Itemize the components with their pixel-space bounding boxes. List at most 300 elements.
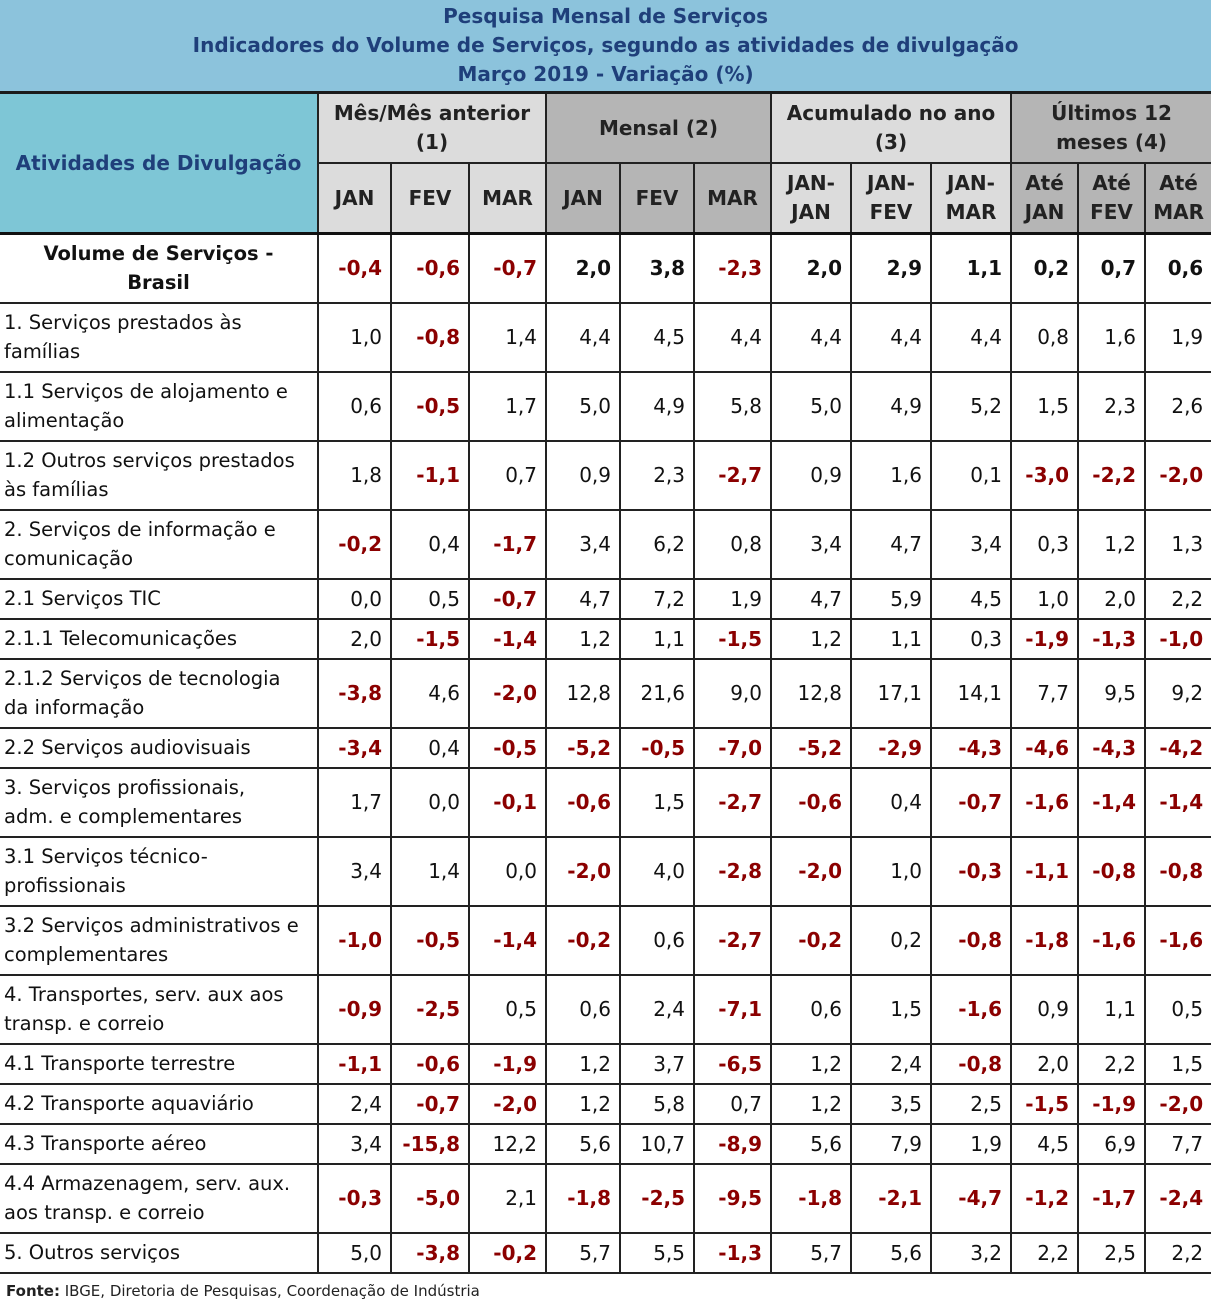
activity-label	[0, 837, 318, 906]
group-header-line: (1)	[415, 130, 449, 154]
table-row	[0, 1044, 1211, 1084]
value-cell: -2,9	[851, 728, 931, 768]
value-cell: -1,6	[1078, 906, 1145, 975]
value-cell: 5,0	[771, 372, 851, 441]
value-cell: -0,1	[469, 768, 546, 837]
value-cell: -0,2	[469, 1233, 546, 1273]
value-cell: 1,0	[318, 303, 391, 372]
value-cell: -1,6	[931, 975, 1011, 1044]
value-cell: -2,1	[851, 1164, 931, 1233]
activity-label-line: 4.3 Transporte aéreo	[4, 1132, 207, 1155]
value-cell: -0,4	[318, 234, 391, 303]
value-cell: 1,2	[771, 619, 851, 659]
activity-label	[0, 1084, 318, 1124]
value-cell: 5,9	[851, 579, 931, 619]
activity-label-line: Volume de Serviços -	[43, 242, 274, 266]
table-row	[0, 906, 1211, 975]
value-cell: -0,5	[391, 906, 469, 975]
value-cell: -0,7	[469, 579, 546, 619]
subcolumn-header-line: MAR	[707, 185, 758, 210]
subcolumn-header-line: JAN	[1024, 200, 1065, 224]
value-cell: 3,7	[620, 1044, 694, 1084]
value-cell: -1,3	[694, 1233, 771, 1273]
value-cell: -1,7	[1078, 1164, 1145, 1233]
table-row	[0, 510, 1211, 579]
subcolumn-header-line: JAN-	[787, 171, 835, 195]
value-cell: 3,4	[931, 510, 1011, 579]
activity-label-line: 2.1 Serviços TIC	[4, 587, 161, 610]
activity-label	[0, 372, 318, 441]
activity-label-line: 2.1.1 Telecomunicações	[4, 627, 238, 650]
value-cell: -0,6	[546, 768, 620, 837]
value-cell: 7,9	[851, 1124, 931, 1164]
value-cell: 5,6	[546, 1124, 620, 1164]
value-cell: 1,1	[620, 619, 694, 659]
value-cell: 7,7	[1011, 659, 1078, 728]
value-cell: 4,5	[620, 303, 694, 372]
table-row	[0, 579, 1211, 619]
value-cell: 1,2	[546, 1084, 620, 1124]
value-cell: -5,2	[546, 728, 620, 768]
value-cell: 0,6	[318, 372, 391, 441]
value-cell: -1,6	[1145, 906, 1211, 975]
title-row	[0, 0, 1211, 93]
group-header-year-to-date	[771, 93, 1011, 164]
value-cell: -4,3	[931, 728, 1011, 768]
activity-label-line: 1. Serviços prestados às	[4, 311, 242, 334]
value-cell: 1,5	[1145, 1044, 1211, 1084]
value-cell: 1,0	[851, 837, 931, 906]
activity-label	[0, 234, 318, 303]
value-cell: -2,0	[1145, 441, 1211, 510]
value-cell: -1,7	[469, 510, 546, 579]
value-cell: 4,9	[620, 372, 694, 441]
value-cell: -15,8	[391, 1124, 469, 1164]
activity-label	[0, 619, 318, 659]
value-cell: 0,9	[1011, 975, 1078, 1044]
activity-label-line: famílias	[4, 340, 81, 363]
value-cell: 12,8	[546, 659, 620, 728]
value-cell: 5,0	[546, 372, 620, 441]
group-header-month-over-month	[318, 93, 546, 164]
table-row	[0, 619, 1211, 659]
value-cell: 4,4	[694, 303, 771, 372]
value-cell: -4,7	[931, 1164, 1011, 1233]
value-cell: -8,9	[694, 1124, 771, 1164]
value-cell: 2,2	[1078, 1044, 1145, 1084]
activity-label	[0, 1164, 318, 1233]
subcolumn-header-line: Até	[1025, 171, 1064, 195]
value-cell: -1,0	[318, 906, 391, 975]
value-cell: 0,3	[931, 619, 1011, 659]
activity-label	[0, 906, 318, 975]
activity-label-line: 4. Transportes, serv. aux aos	[4, 983, 284, 1006]
value-cell: 0,4	[851, 768, 931, 837]
value-cell: -1,5	[391, 619, 469, 659]
subcolumn-header	[851, 163, 931, 234]
activity-label	[0, 728, 318, 768]
table-row	[0, 303, 1211, 372]
table-row	[0, 768, 1211, 837]
activity-label-line: 2.1.2 Serviços de tecnologia	[4, 667, 281, 690]
source-text: IBGE, Diretoria de Pesquisas, Coordenação de Indústria	[59, 1281, 480, 1300]
value-cell: 14,1	[931, 659, 1011, 728]
value-cell: -3,0	[1011, 441, 1078, 510]
activity-label	[0, 659, 318, 728]
value-cell: 1,2	[771, 1084, 851, 1124]
value-cell: 0,5	[391, 579, 469, 619]
value-cell: 3,4	[546, 510, 620, 579]
value-cell: -1,6	[1011, 768, 1078, 837]
title-line-1: Pesquisa Mensal de Serviços	[443, 4, 769, 28]
activity-label	[0, 768, 318, 837]
value-cell: -0,7	[391, 1084, 469, 1124]
value-cell: -0,6	[391, 1044, 469, 1084]
subcolumn-header-line: JAN	[334, 185, 375, 210]
table-row	[0, 728, 1211, 768]
value-cell: 1,9	[694, 579, 771, 619]
value-cell: 4,0	[620, 837, 694, 906]
source-label: Fonte:	[6, 1281, 60, 1300]
source-note	[0, 1274, 1211, 1300]
activity-label-line: 1.2 Outros serviços prestados	[4, 449, 295, 472]
value-cell: -1,9	[1078, 1084, 1145, 1124]
value-cell: -2,4	[1145, 1164, 1211, 1233]
value-cell: -7,0	[694, 728, 771, 768]
value-cell: -2,5	[391, 975, 469, 1044]
value-cell: 2,5	[931, 1084, 1011, 1124]
subcolumn-header-line: Até	[1159, 171, 1198, 195]
value-cell: 21,6	[620, 659, 694, 728]
value-cell: 4,7	[771, 579, 851, 619]
value-cell: 3,5	[851, 1084, 931, 1124]
value-cell: -2,2	[1078, 441, 1145, 510]
value-cell: -4,3	[1078, 728, 1145, 768]
value-cell: 0,5	[1145, 975, 1211, 1044]
value-cell: 0,6	[620, 906, 694, 975]
value-cell: 0,0	[318, 579, 391, 619]
activity-label-line: 5. Outros serviços	[4, 1241, 180, 1264]
value-cell: 1,7	[469, 372, 546, 441]
value-cell: -2,7	[694, 768, 771, 837]
value-cell: 2,0	[1011, 1044, 1078, 1084]
activity-label	[0, 1233, 318, 1273]
activity-label	[0, 975, 318, 1044]
table-row	[0, 1164, 1211, 1233]
value-cell: 0,4	[391, 728, 469, 768]
activity-label-line: 3.2 Serviços administrativos e	[4, 914, 299, 937]
group-header-last-12-months	[1011, 93, 1211, 164]
table-row	[0, 1084, 1211, 1124]
value-cell: 0,4	[391, 510, 469, 579]
value-cell: 3,8	[620, 234, 694, 303]
value-cell: 1,6	[1078, 303, 1145, 372]
value-cell: 0,1	[931, 441, 1011, 510]
value-cell: 1,9	[1145, 303, 1211, 372]
table-row	[0, 1233, 1211, 1273]
group-header-line: Acumulado no ano	[786, 101, 996, 125]
value-cell: -5,0	[391, 1164, 469, 1233]
value-cell: 7,2	[620, 579, 694, 619]
value-cell: -1,9	[469, 1044, 546, 1084]
value-cell: 2,3	[1078, 372, 1145, 441]
value-cell: -7,1	[694, 975, 771, 1044]
subcolumn-header	[546, 163, 620, 234]
value-cell: 2,4	[851, 1044, 931, 1084]
table-row	[0, 372, 1211, 441]
value-cell: 9,5	[1078, 659, 1145, 728]
value-cell: 3,4	[318, 837, 391, 906]
value-cell: 1,9	[931, 1124, 1011, 1164]
value-cell: 0,0	[391, 768, 469, 837]
value-cell: 3,4	[318, 1124, 391, 1164]
value-cell: -1,1	[318, 1044, 391, 1084]
value-cell: -2,0	[1145, 1084, 1211, 1124]
value-cell: 0,7	[1078, 234, 1145, 303]
value-cell: 2,9	[851, 234, 931, 303]
table-row	[0, 975, 1211, 1044]
value-cell: 0,6	[1145, 234, 1211, 303]
value-cell: 1,2	[546, 1044, 620, 1084]
value-cell: -3,8	[391, 1233, 469, 1273]
subcolumn-header-line: MAR	[482, 185, 533, 210]
value-cell: -2,7	[694, 441, 771, 510]
value-cell: 3,2	[931, 1233, 1011, 1273]
value-cell: -1,4	[1145, 768, 1211, 837]
subcolumn-header-line: JAN	[791, 200, 831, 224]
value-cell: 0,2	[851, 906, 931, 975]
subcolumn-header	[1011, 163, 1078, 234]
subcolumn-header	[931, 163, 1011, 234]
value-cell: 5,7	[546, 1233, 620, 1273]
activity-label-line: 1.1 Serviços de alojamento e	[4, 380, 288, 403]
value-cell: 2,2	[1011, 1233, 1078, 1273]
value-cell: -1,1	[391, 441, 469, 510]
value-cell: 5,6	[851, 1233, 931, 1273]
activity-label-line: 4.4 Armazenagem, serv. aux.	[4, 1172, 291, 1195]
value-cell: 5,7	[771, 1233, 851, 1273]
table-row-total	[0, 234, 1211, 303]
value-cell: 5,2	[931, 372, 1011, 441]
value-cell: 2,4	[318, 1084, 391, 1124]
value-cell: -0,3	[318, 1164, 391, 1233]
value-cell: -1,4	[469, 619, 546, 659]
value-cell: 1,2	[1078, 510, 1145, 579]
value-cell: -0,8	[391, 303, 469, 372]
value-cell: 5,8	[694, 372, 771, 441]
value-cell: -9,5	[694, 1164, 771, 1233]
value-cell: 1,1	[931, 234, 1011, 303]
value-cell: -1,4	[469, 906, 546, 975]
value-cell: 1,1	[1078, 975, 1145, 1044]
subcolumn-header-line: MAR	[945, 200, 997, 224]
activity-label-line: 2. Serviços de informação e	[4, 518, 276, 541]
value-cell: 2,6	[1145, 372, 1211, 441]
value-cell: 5,8	[620, 1084, 694, 1124]
activity-label	[0, 1044, 318, 1084]
activity-label-line: adm. e complementares	[4, 805, 243, 828]
value-cell: -1,3	[1078, 619, 1145, 659]
value-cell: -0,7	[931, 768, 1011, 837]
value-cell: -2,7	[694, 906, 771, 975]
value-cell: 4,4	[546, 303, 620, 372]
subcolumn-header	[1145, 163, 1211, 234]
value-cell: 1,4	[469, 303, 546, 372]
activity-label-line: 4.1 Transporte terrestre	[4, 1052, 236, 1075]
value-cell: -0,2	[771, 906, 851, 975]
activity-label	[0, 1124, 318, 1164]
value-cell: 5,5	[620, 1233, 694, 1273]
value-cell: 0,3	[1011, 510, 1078, 579]
subcolumn-header-line: JAN-	[867, 171, 915, 195]
activities-header: Atividades de Divulgação	[0, 93, 318, 234]
value-cell: 12,2	[469, 1124, 546, 1164]
value-cell: -1,8	[1011, 906, 1078, 975]
group-header-line: Últimos 12	[1051, 101, 1172, 125]
value-cell: -2,0	[771, 837, 851, 906]
subcolumn-header	[318, 163, 391, 234]
value-cell: 1,6	[851, 441, 931, 510]
value-cell: 4,5	[931, 579, 1011, 619]
value-cell: 1,8	[318, 441, 391, 510]
group-header-line: meses (4)	[1056, 130, 1168, 154]
value-cell: -0,5	[469, 728, 546, 768]
value-cell: -0,5	[620, 728, 694, 768]
value-cell: 0,7	[469, 441, 546, 510]
value-cell: 5,0	[318, 1233, 391, 1273]
activity-label-line: alimentação	[4, 409, 125, 432]
value-cell: 1,5	[620, 768, 694, 837]
value-cell: 2,4	[620, 975, 694, 1044]
value-cell: 0,7	[694, 1084, 771, 1124]
value-cell: -1,9	[1011, 619, 1078, 659]
value-cell: 0,8	[1011, 303, 1078, 372]
value-cell: 1,3	[1145, 510, 1211, 579]
value-cell: 10,7	[620, 1124, 694, 1164]
value-cell: -6,5	[694, 1044, 771, 1084]
value-cell: -1,8	[771, 1164, 851, 1233]
value-cell: -0,3	[931, 837, 1011, 906]
subcolumn-header-line: FEV	[1090, 200, 1133, 224]
table-body	[0, 234, 1211, 1273]
value-cell: 5,6	[771, 1124, 851, 1164]
subcolumn-header	[620, 163, 694, 234]
subcolumn-header-line: FEV	[408, 185, 452, 210]
value-cell: 0,6	[546, 975, 620, 1044]
subcolumn-header	[391, 163, 469, 234]
value-cell: 17,1	[851, 659, 931, 728]
value-cell: -2,0	[469, 659, 546, 728]
value-cell: 1,5	[851, 975, 931, 1044]
value-cell: -3,4	[318, 728, 391, 768]
activity-label-line: 3. Serviços profissionais,	[4, 776, 246, 799]
value-cell: 3,4	[771, 510, 851, 579]
value-cell: -0,7	[469, 234, 546, 303]
group-header-monthly	[546, 93, 771, 164]
value-cell: 0,6	[771, 975, 851, 1044]
activity-label-line: 2.2 Serviços audiovisuais	[4, 736, 251, 759]
value-cell: 0,9	[546, 441, 620, 510]
activity-label-line: aos transp. e correio	[4, 1201, 205, 1224]
subcolumn-header-line: FEV	[869, 200, 913, 224]
table-row	[0, 659, 1211, 728]
value-cell: -0,5	[391, 372, 469, 441]
value-cell: -0,9	[318, 975, 391, 1044]
value-cell: -0,6	[391, 234, 469, 303]
subcolumn-header	[469, 163, 546, 234]
title-line-3: Março 2019 - Variação (%)	[457, 62, 754, 86]
value-cell: -1,0	[1145, 619, 1211, 659]
value-cell: 0,2	[1011, 234, 1078, 303]
activity-label-line: profissionais	[4, 874, 126, 897]
subcolumn-header-line: JAN-	[947, 171, 995, 195]
value-cell: -0,2	[546, 906, 620, 975]
value-cell: -1,5	[1011, 1084, 1078, 1124]
value-cell: 1,5	[1011, 372, 1078, 441]
value-cell: -1,1	[1011, 837, 1078, 906]
value-cell: -2,3	[694, 234, 771, 303]
value-cell: 4,4	[851, 303, 931, 372]
value-cell: -1,8	[546, 1164, 620, 1233]
activity-label-line: 4.2 Transporte aquaviário	[4, 1092, 254, 1115]
table-row	[0, 1124, 1211, 1164]
subcolumn-header	[1078, 163, 1145, 234]
activity-label-line: transp. e correio	[4, 1012, 165, 1035]
value-cell: 0,8	[694, 510, 771, 579]
value-cell: 2,2	[1145, 579, 1211, 619]
value-cell: 4,6	[391, 659, 469, 728]
value-cell: -1,4	[1078, 768, 1145, 837]
value-cell: -1,2	[1011, 1164, 1078, 1233]
group-header-line: Mensal (2)	[598, 115, 719, 140]
value-cell: 4,4	[771, 303, 851, 372]
subcolumn-header-line: JAN	[563, 185, 603, 210]
title-line-2: Indicadores do Volume de Serviços, segundo as atividades de divulgação	[192, 33, 1019, 57]
subcolumn-header-line: Até	[1092, 171, 1131, 195]
group-header-line: (3)	[874, 130, 908, 154]
activity-label-line: complementares	[4, 943, 169, 966]
value-cell: 2,0	[546, 234, 620, 303]
value-cell: -2,5	[620, 1164, 694, 1233]
activity-label-line: Brasil	[127, 271, 190, 295]
activity-label	[0, 303, 318, 372]
subcolumn-header-line: MAR	[1153, 200, 1204, 224]
value-cell: 6,2	[620, 510, 694, 579]
value-cell: -0,2	[318, 510, 391, 579]
value-cell: -0,8	[931, 906, 1011, 975]
subcolumn-header	[771, 163, 851, 234]
value-cell: 1,0	[1011, 579, 1078, 619]
subcolumn-header-line: FEV	[635, 185, 679, 210]
value-cell: -4,2	[1145, 728, 1211, 768]
value-cell: 4,4	[931, 303, 1011, 372]
value-cell: 4,5	[1011, 1124, 1078, 1164]
table-row	[0, 441, 1211, 510]
value-cell: -2,0	[469, 1084, 546, 1124]
table-row	[0, 837, 1211, 906]
value-cell: 6,9	[1078, 1124, 1145, 1164]
value-cell: -4,6	[1011, 728, 1078, 768]
value-cell: 1,1	[851, 619, 931, 659]
value-cell: 1,2	[546, 619, 620, 659]
value-cell: -5,2	[771, 728, 851, 768]
value-cell: -2,0	[546, 837, 620, 906]
value-cell: -1,5	[694, 619, 771, 659]
table-title	[0, 0, 1211, 93]
value-cell: 1,2	[771, 1044, 851, 1084]
value-cell: -0,6	[771, 768, 851, 837]
value-cell: -0,8	[1145, 837, 1211, 906]
